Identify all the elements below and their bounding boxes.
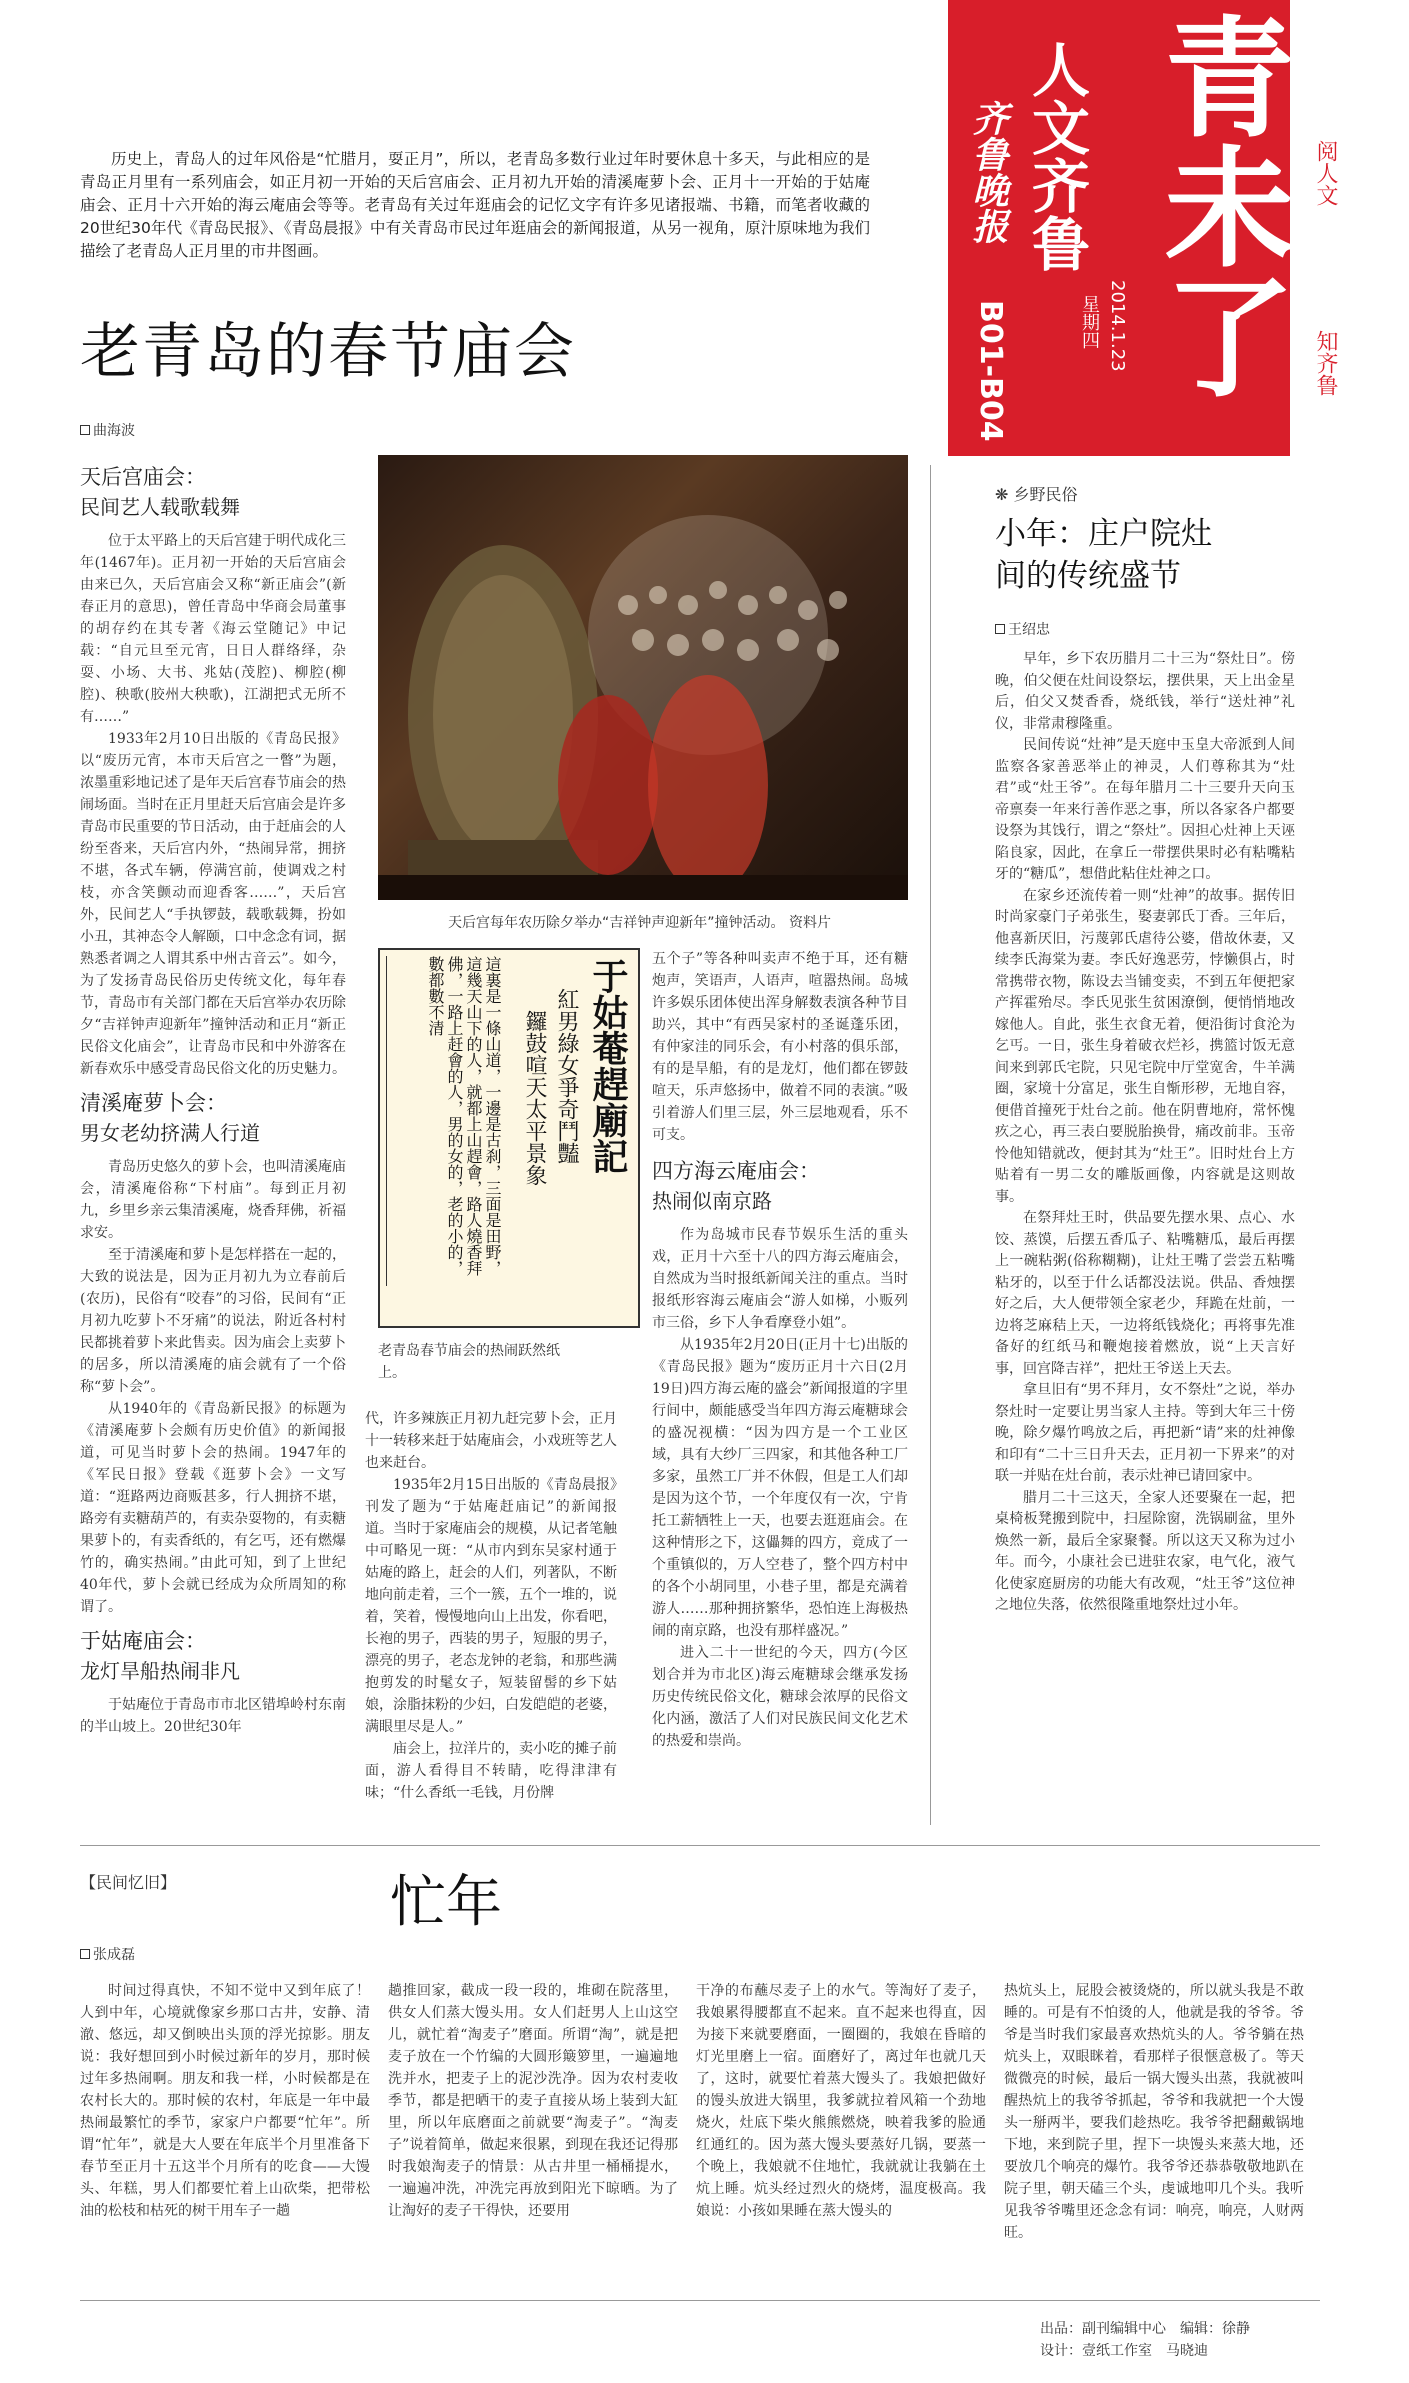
bottom-separator [80, 1845, 1320, 1846]
slogan-2: 知齐鲁 [1313, 330, 1338, 396]
section-3-heading: 于姑庵庙会： [80, 1629, 206, 1653]
side-title-2: 间的传统盛节 [995, 558, 1181, 594]
section-2-heading: 清溪庵萝卜会： [80, 1091, 227, 1115]
clipping-subtitle-1: 紅男綠女爭奇鬥豔 [554, 988, 579, 1164]
main-title: 老青岛的春节庙会 [80, 317, 576, 387]
section-1-heading: 天后宫庙会： [80, 465, 206, 489]
photo-caption: 天后宫每年农历除夕举办“吉祥钟声迎新年”撞钟活动。 资料片 [448, 915, 831, 931]
section-3-body-3: 五个子”等各种叫卖声不绝于耳，还有糖炮声，笑语声，人语声，喧嚣热闹。岛城许多娱乐团体使出浑身解数表演各种节目助兴，其中“有西吴家村的圣诞蓬乐团，有仲家洼的同乐会，有小村落的俱乐部，有的是旱船，有的是龙灯，他们都在锣鼓喧天，乐声悠扬中，做着不同的表演。”吸引着游人们里三层，外三层地观看，乐不可支。 [652, 951, 908, 1143]
column-divider [930, 465, 931, 1825]
bottom-column-4: 热炕头上，屁股会被烫烧的，所以就头我是不敢睡的。可是有不怕烫的人，他就是我的爷爷。爷爷是当时我们家最喜欢热炕头的人。爷爷躺在热炕头上，双眼眯着，看那样子很惬意极了。等天微微亮的时候，最后一锅大馒头出蒸，我就被叫醒热炕上的我爷爷抓起，爷爷和我就把一个大馒头一掰两半，要我们趁热吃。我爷爷把翻戴锅地下地，来到院子里，捏下一块馒头来蒸大地，还要放几个响亮的爆竹。我爷爷还恭恭敬敬地趴在院子里，朝天磕三个头，虔诚地叩几个头。我听见我爷爷嘴里还念念有词：响亮，响亮，人财两旺。 [1004, 1983, 1304, 2241]
side-article [995, 482, 1295, 1822]
photo-scene [378, 455, 908, 900]
masthead-section: 人文齐鲁 [1022, 40, 1090, 272]
section-3-body-2: 代，许多辣族正月初九赶完萝卜会，正月十一转移来赶于姑庵庙会，小戏班等艺人也来赶台。 1935年2月15日出版的《青岛晨报》刊发了题为“于姑庵赶庙记”的新闻报道。当时于家庵庙会的规模，从记者笔触中可略见一斑：“从市内到东吴家村通于姑庵的路上，赶会的人们，列著队，不断地向前走着，三个一簇，五个一堆的，说着，笑着，慢慢地向山上出发，你看吧，长袍的男子，西装的男子，短服的男子，漂亮的男子，老态龙钟的老翁，和那些满抱剪发的时髦女子，短装留髻的乡下姑娘，涂脂抹粉的少妇，白发皑皑的老婆，满眼里尽是人。” 庙会上，拉洋片的，卖小吃的摊子前面，游人看得目不转睛，吃得津津有味；“什么香纸一毛钱，月份牌 [365, 1411, 617, 1801]
masthead-date: 2014.1.23 [1107, 280, 1128, 372]
section-2-subheading: 男女老幼挤满人行道 [80, 1121, 260, 1145]
section-4-body: 作为岛城市民春节娱乐生活的重头戏，正月十六至十八的四方海云庵庙会，自然成为当时报纸新闻关注的重点。当时报纸形容海云庵庙会“游人如梯，小贩列市三俗，乡下人争看摩登小姐”。 从1935年2月20日(正月十七)出版的《青岛民报》题为“废历正月十六日(2月19日)四方海云庵的盛会”新闻报道的字里行间中，颇能感受当年四方海云庵糖球会的盛况视横：“因为四方是一个工业区域，具有大纱厂三四家，和其他各种工厂多家，虽然工厂并不休假，但是工人们却是因为这个节，一个年度仅有一次，宁肯托工薪牺牲上一天，也要去逛逛庙会。在这种情形之下，这儡舞的四方，竟成了一个重镇似的，万人空巷了，整个四方村中的各个小胡同里，小巷子里，都是充满着游人……那种拥挤繁华，恐怕连上海极热闹的南京路，也没有那样盛况。” 进入二十一世纪的今天，四方(今区划合并为市北区)海云庵糖球会继承发扬历史传统民俗文化，糖球会浓厚的民俗文化内涵，激活了人们对民族民间文化艺术的热爱和崇尚。 [652, 1227, 908, 1749]
intro-paragraph: 历史上，青岛人的过年风俗是“忙腊月，耍正月”，所以，老青岛多数行业过年时要休息十多天，与此相应的是青岛正月里有一系列庙会，如正月初一开始的天后宫庙会、正月初九开始的清溪庵萝卜会、正月十一开始的于姑庵庙会、正月十六开始的海云庵庙会等等。老青岛有关过年逛庙会的记忆文字有许多见诸报端、书籍，而笔者收藏的20世纪30年代《青岛民报》、《青岛晨报》中有关青岛市民过年逛庙会的新闻报道，从另一视角，原汁原味地为我们描绘了老青岛人正月里的市井图画。 [80, 150, 870, 260]
main-byline [80, 420, 135, 440]
bottom-tag: 【民间忆旧】 [80, 1873, 177, 1892]
side-byline [995, 619, 1295, 639]
side-byline-box [995, 624, 1005, 634]
section-3-subheading: 龙灯旱船热闹非凡 [80, 1659, 240, 1683]
newspaper-clipping [378, 948, 640, 1328]
slogan-1: 阅人文 [1313, 140, 1338, 206]
section-3-body: 于姑庵位于青岛市市北区错埠岭村东南的半山坡上。20世纪30年 [80, 1697, 346, 1735]
bottom-column-3: 干净的布蘸尽麦子上的水气。等淘好了麦子，我娘累得腰都直不起来。直不起来也得直，因为接下来就要磨面，一圈圈的，我娘在昏暗的灯光里磨上一宿。面磨好了，离过年也就几天了，这时，就要忙着蒸大馒头了。我娘把做好的馒头放进大锅里，我爹就拉着风箱一个劲地烧火，灶底下柴火熊熊燃烧，映着我爹的脸通红通红的。因为蒸大馒头要蒸好几锅，要蒸一个晚上，我娘就不住地忙，我就就让我躺在土炕上睡。炕头经过烈火的烧烤，温度极高。我娘说：小孩如果睡在蒸大馒头的 [696, 1983, 986, 2219]
side-tag: ❋ 乡野民俗 [995, 485, 1078, 504]
clipping-body: 這裏是一條山道，一邊是古刹，三面是田野，這幾天山下的人，就都上山趕會，路人燒香拜佛，一路上赶會的人，男的女的，老的小的，數都數不清 [386, 956, 502, 1286]
masthead-paper-name: 齐鲁晚报 [967, 100, 1009, 244]
section-2-body: 青岛历史悠久的萝卜会，也叫清溪庵庙会，清溪庵俗称“下村庙”。每到正月初九，乡里乡亲云集清溪庵，烧香拜佛，祈福求安。 至于清溪庵和萝卜是怎样搭在一起的，大致的说法是，因为正月初九为立春前后(农历)，民俗有“咬春”的习俗，民间有“正月初九吃萝卜不牙痛”的说法，附近各村村民都挑着萝卜来此售卖。因为庙会上卖萝卜的居多，所以清溪庵的庙会就有了一个俗称“萝卜会”。 从1940年的《青岛新民报》的标题为《清溪庵萝卜会颇有历史价值》的新闻报道，可见当时萝卜会的热闹。1947年的《军民日报》登载《逛萝卜会》一文写道：“逛路两边商贩甚多，行人拥挤不堪，路旁有卖糖葫芦的，有卖杂耍物的，有卖糖果萝卜的，有卖香纸的，有乞丐，还有燃爆竹的，确实热闹。”由此可知，到了上世纪40年代，萝卜会就已经成为众所周知的称谓了。 [80, 1159, 346, 1615]
clipping-subtitle-2: 鑼鼓喧天太平景象 [522, 1010, 547, 1186]
bottom-byline-name: 张成磊 [93, 1947, 135, 1963]
main-column-2 [365, 1408, 617, 1808]
bottom-column-1: 时间过得真快，不知不觉中又到年底了！人到中年，心境就像家乡那口古井，安静、清澈、悠远，却又倒映出头顶的浮光掠影。朋友说：我好想回到小时候过新年的岁月，那时候过年多热闹啊。朋友和我一样，小时候都是在农村长大的。那时候的农村，年底是一年中最热闹最繁忙的季节，家家户户都要“忙年”。所谓“忙年”，就是大人要在年底半个月里准备下春节至正月十五这半个月所有的吃食——大馒头、年糕，男人们都要忙着上山砍柴，把带松油的松枝和枯死的树干用车子一趟 [80, 1983, 370, 2219]
byline-box [80, 425, 90, 435]
masthead-brand: 青未了 [1143, 10, 1295, 400]
main-column-3 [652, 948, 908, 1818]
bottom-column-2: 趟推回家，截成一段一段的，堆砌在院落里，供女人们蒸大馒头用。女人们赶男人上山这空儿，就忙着“淘麦子”磨面。所谓“淘”，就是把麦子放在一个竹编的大圆形簸箩里，一遍遍地洗并水，把麦子上的泥沙洗净。因为农村麦收季节，都是把晒干的麦子直接从场上装到大缸里，所以年底磨面之前就要“淘麦子”。“淘麦子”说着简单，做起来很累，到现在我还记得那时我娘淘麦子的情景：从古井里一桶桶提水，一遍遍冲洗，冲洗完再放到阳光下晾晒。为了让淘好的麦子干得快，还要用 [388, 1983, 678, 2219]
masthead [948, 0, 1295, 456]
side-body: 早年，乡下农历腊月二十三为“祭灶日”。傍晚，伯父便在灶间设祭坛，摆供果，天上出金星后，伯父又焚香香，烧纸钱，举行“送灶神”礼仪，非常肃穆隆重。 民间传说“灶神”是天庭中玉皇大帝派到人间监察各家善恶举止的神灵，人们尊称其为“灶君”或“灶王爷”。在每年腊月二十三要升天向玉帝禀奏一年来行善作恶之事，所以各家各户都要设祭为其饯行，谓之“祭灶”。因担心灶神上天诬陷良家，因此，在拿丘一带摆供果时必有粘嘴粘牙的“糖瓜”，想借此粘住灶神之口。 在家乡还流传着一则“灶神”的故事。据传旧时尚家豪门子弟张生，娶妻郭氏丁香。三年后，他喜新厌旧，污蔑郭氏虐待公婆，借故休妻，又续李氏海棠为妻。李氏好逸恶劳，悖懒俱占，时常携带衣物，陈设去当铺变卖，不到五年便把家产挥霍殆尽。李氏见张生贫困潦倒，便悄悄地改嫁他人。自此，张生衣食无着，便沿街讨食沦为乞丐。一日，张生身着破衣烂衫，携篮讨饭无意间来到郭氏宅院，只见宅院中厅堂宽舍，牛羊满圈，家境十分富足，张生自惭形秽，无地自容，便借首撞死于灶台之前。他在阴曹地府，常怀愧疚之心，再三表白要脱胎换骨，痛改前非。玉帝怜他知错就改，便封其为“灶王”。旧时灶台上方贴着有一男二女的雕版画像，内容就是这则故事。 在祭拜灶王时，供品要先摆水果、点心、水饺、蒸馍，后摆五香瓜子、粘嘴糖瓜，最后再摆上一碗粘粥(俗称糊糊)，让灶王嘴了尝尝五粘嘴粘牙的，以至于什么话都没法说。供品、香烛摆好之后，大人便带领全家老少，拜跪在灶前，一边将芝麻秸上天，一边将纸钱烧化；再将事先准备好的红纸马和鞭炮接着燃放，说“上天言好事，回宫降吉祥”，把灶王爷送上天去。 拿旦旧有“男不拜月，女不祭灶”之说，举办祭灶时一定要让男当家人主持。等到大年三十傍晚，除夕爆竹鸣放之后，再把新“请”来的灶神像和印有“二十三日升天去，正月初一下界来”的对联一并贴在灶台前，表示灶神已请回家中。 腊月二十三这天，全家人还要聚在一起，把桌椅板凳搬到院中，扫屋除窗，洗锅刷盆，里外焕然一新，最后全家聚餐。所以这天又称为过小年。而今，小康社会已进驻农家，电气化，液气化使家庭厨房的功能大有改观，“灶王爷”这位神之地位失落，依然很隆重地祭灶过小年。 [995, 651, 1295, 1613]
footer-separator [80, 2300, 1320, 2301]
section-1-body: 位于太平路上的天后宫建于明代成化三年(1467年)。正月初一开始的天后宫庙会由来已久，天后宫庙会又称“新正庙会”(新春正月的意思)，曾任青岛中华商会局董事的胡存约在其专著《海云堂随记》中记载：“自元旦至元宵，日日人群络绎，杂耍、小场、大书、兆姑(茂腔)、柳腔(柳腔)、秧歌(胶州大秧歌)，江湖把式无所不有……” 1933年2月10日出版的《青岛民报》以“废历元宵，本市天后宫之一瞥”为题，浓墨重彩地记述了是年天后宫春节庙会的热闹场面。当时在正月里赶天后宫庙会是许多青岛市民重要的节日活动，由于赶庙会的人纷至沓来，天后宫内外，“热闹异常，拥挤不堪，各式车辆，停满宫前，使调戏之村枝，亦含笑颤动而迎香客……”，天后宫外，民间艺人“手执锣鼓，载歌载舞，扮如小丑，其神态令人解颐，口中念念有词，据熟悉者调之人谓其系中州古音云”。如今，为了发扬青岛民俗历史传统文化，每年春节，青岛市有关部门都在天后宫举办农历除夕“吉祥钟声迎新年”撞钟活动和正月“新正民俗文化庙会”，让青岛市民和中外游客在新春欢乐中感受青岛民俗文化的历史魅力。 [80, 533, 346, 1077]
footer-credits-2: 设计：壹纸工作室 马晓迪 [1040, 2343, 1208, 2359]
section-1-subheading: 民间艺人载歌载舞 [80, 495, 240, 519]
main-byline-name: 曲海波 [93, 423, 135, 439]
section-4-subheading: 热闹似南京路 [652, 1189, 772, 1213]
footer-credits-1: 出品：副刊编辑中心 编辑：徐静 [1040, 2321, 1250, 2337]
clipping-title: 于姑菴趕廟記 [587, 958, 629, 1174]
section-4-heading: 四方海云庵庙会： [652, 1159, 820, 1183]
temple-bell-photo [378, 455, 908, 900]
bottom-byline-box [80, 1949, 90, 1959]
bottom-title: 忙年 [390, 1870, 502, 1935]
clipping-caption: 老青岛春节庙会的热闹跃然纸上。 [378, 1343, 560, 1381]
side-tag-label: 乡野民俗 [1013, 485, 1078, 504]
masthead-pages: B01-B04 [973, 300, 1008, 442]
side-title-1: 小年：庄户院灶 [995, 516, 1212, 552]
masthead-weekday: 星期四 [1079, 295, 1100, 349]
bottom-byline [80, 1944, 135, 1964]
main-column-1 [80, 462, 346, 1832]
side-byline-name: 王绍忠 [1008, 622, 1050, 638]
